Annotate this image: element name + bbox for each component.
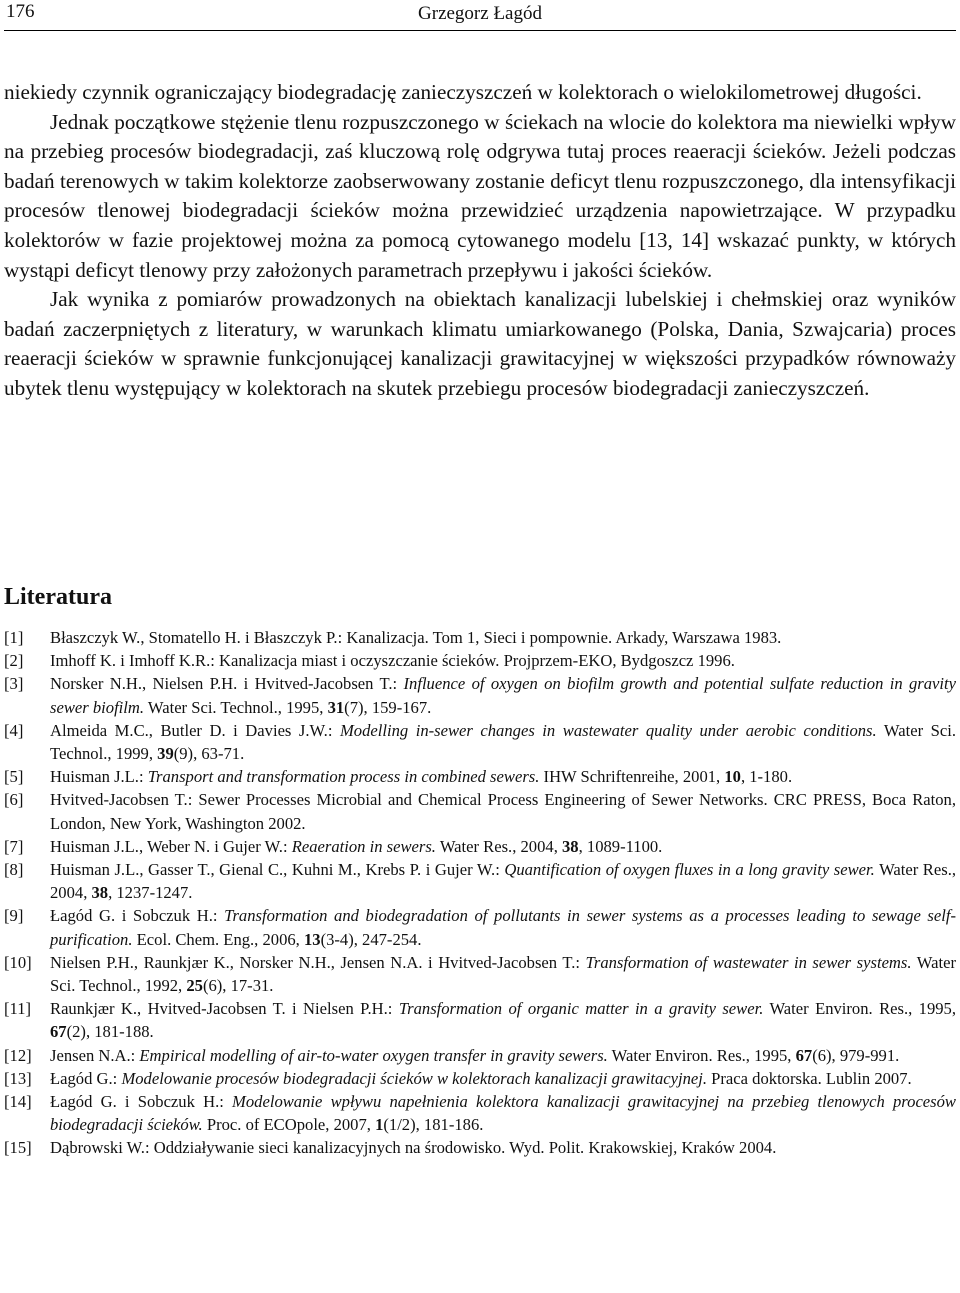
body-paragraph: Jednak początkowe stężenie tlenu rozpuszczonego w ściekach na wlocie do kolektora ma niewielki wpływ na przebieg procesów biodegradacji, zaś kluczową rolę odgrywa tutaj proces reaeracji ścieków. Jeżeli podczas badań terenowych w takim kolektorze zaobserwowany zostanie deficyt tlenu rozpuszczonego, dla intensyfikacji procesów tlenowej biodegradacji ścieków można przewidzieć urządzenia napowietrzające. W przypadku kolektorów w fazie projektowej można za pomocą cytowanego modelu [13, 14] wskazać punkty, w których wystąpi deficyt tlenowy przy założonych parametrach przepływu i jakości ścieków. bbox=[4, 109, 956, 282]
reference-source: Kanalizacja miast i oczyszczanie ścieków. Projprzem-EKO, Bydgoszcz 1996. bbox=[219, 651, 735, 671]
reference-number: [10] bbox=[4, 952, 32, 972]
reference-source: Praca doktorska. Lublin 2007. bbox=[707, 1068, 912, 1088]
reference-volume: 13 bbox=[303, 929, 321, 949]
reference-volume: 39 bbox=[157, 744, 174, 764]
reference-source: Oddziaływanie sieci kanalizacyjnych na środowisko. Wyd. Polit. Krakowskiej, Kraków 2004. bbox=[153, 1138, 777, 1158]
reference-item bbox=[4, 1044, 956, 1067]
reference-number: [2] bbox=[4, 651, 24, 671]
reference-number: [14] bbox=[4, 1092, 32, 1112]
reference-pages: (1/2), 181-186. bbox=[383, 1115, 484, 1135]
reference-title: Transformation and biodegradation of pollutants in sewer systems as a processes leading to sewage self-purification. bbox=[50, 906, 956, 949]
reference-volume: 25 bbox=[186, 976, 203, 996]
reference-source: Water Environ. Res., 1995, bbox=[607, 1045, 796, 1065]
reference-volume: 38 bbox=[91, 883, 109, 903]
reference-source: IHW Schriftenreihe, 2001, bbox=[539, 767, 725, 787]
body-paragraph: niekiedy czynnik ograniczający biodegradację zanieczyszczeń w kolektorach o wielokilometrowej długości. bbox=[4, 80, 922, 104]
reference-source: Kanalizacja. Tom 1, Sieci i pompownie. Arkady, Warszawa 1983. bbox=[346, 628, 782, 647]
reference-title: Modelowanie procesów biodegradacji ścieków w kolektorach kanalizacji grawitacyjnej. bbox=[121, 1068, 708, 1088]
reference-pages: , 1089-1100. bbox=[578, 836, 663, 856]
reference-pages: (9), 63-71. bbox=[173, 744, 245, 764]
reference-number: [5] bbox=[4, 767, 24, 787]
reference-number: [11] bbox=[4, 999, 32, 1019]
reference-volume: 1 bbox=[375, 1115, 384, 1135]
reference-number: [13] bbox=[4, 1068, 32, 1088]
reference-number: [3] bbox=[4, 674, 24, 694]
reference-authors: Łagód G. i Sobczuk H.: bbox=[50, 1092, 233, 1112]
reference-item bbox=[4, 951, 956, 997]
section-heading-literature: Literatura bbox=[4, 584, 112, 610]
reference-authors: Huisman J.L., Gasser T., Gienal C., Kuhni M., Krebs P. i Gujer W.: bbox=[50, 860, 505, 880]
reference-item bbox=[4, 904, 956, 950]
reference-title: Reaeration in sewers. bbox=[291, 836, 436, 856]
reference-authors: Norsker N.H., Nielsen P.H. i Hvitved-Jacobsen T.: bbox=[50, 674, 404, 694]
reference-source: Water Res., 2004, bbox=[50, 860, 956, 903]
reference-authors: Raunkjær K., Hvitved-Jacobsen T. i Nielsen P.H.: bbox=[50, 999, 399, 1019]
reference-number: [4] bbox=[4, 720, 24, 740]
reference-volume: 10 bbox=[724, 767, 741, 787]
reference-authors: Huisman J.L., Weber N. i Gujer W.: bbox=[50, 836, 292, 856]
reference-source: Ecol. Chem. Eng., 2006, bbox=[132, 929, 304, 949]
reference-authors: Dąbrowski W.: bbox=[50, 1138, 154, 1158]
reference-number: [12] bbox=[4, 1045, 32, 1065]
body-text bbox=[4, 78, 956, 404]
reference-source: Water Res., 2004, bbox=[435, 836, 562, 856]
reference-volume: 31 bbox=[327, 697, 345, 717]
reference-title: Influence of oxygen on biofilm growth and potential sulfate reduction in gravity sewer biofilm. bbox=[50, 674, 956, 717]
reference-title: Modelowanie wpływu napełnienia kolektora kanalizacji grawitacyjnej na przebieg tlenowych procesów biodegradacji ścieków. bbox=[50, 1092, 956, 1135]
reference-authors: Łagód G. i Sobczuk H.: bbox=[50, 906, 225, 926]
reference-source: Water Sci. Technol., 1999, bbox=[50, 720, 956, 764]
reference-pages: (6), 17-31. bbox=[202, 976, 274, 996]
reference-number: [6] bbox=[4, 790, 24, 810]
reference-authors: Huisman J.L.: bbox=[50, 767, 148, 787]
reference-pages: (7), 159-167. bbox=[344, 697, 432, 717]
reference-pages: (3-4), 247-254. bbox=[320, 929, 422, 949]
reference-number: [1] bbox=[4, 628, 24, 647]
reference-source: Water Sci. Technol., 1995, bbox=[144, 697, 328, 717]
reference-title: Transport and transformation process in combined sewers. bbox=[147, 767, 540, 787]
reference-pages: (6), 979-991. bbox=[812, 1045, 900, 1065]
reference-authors: Nielsen P.H., Raunkjær K., Norsker N.H., Jensen N.A. i Hvitved-Jacobsen T.: bbox=[50, 952, 586, 972]
reference-pages: , 1-180. bbox=[740, 767, 793, 787]
reference-item bbox=[4, 997, 956, 1043]
body-paragraph: Jak wynika z pomiarów prowadzonych na obiektach kanalizacji lubelskiej i chełmskiej oraz wyników badań zaczerpniętych z literatury, w warunkach klimatu umiarkowanego (Polska, Dania, Szwajcaria) proces reaeracji ścieków w sprawnie funkcjonującej kanalizacji grawitacyjnej w większości przypadków równoważy ubytek tlenu występujący w kolektorach na skutek przebiegu procesów biodegradacji zanieczyszczeń. bbox=[4, 287, 956, 400]
reference-item bbox=[4, 835, 956, 858]
reference-title: Modelling in-sewer changes in wastewater quality under aerobic conditions. bbox=[339, 720, 877, 740]
reference-item bbox=[4, 1136, 956, 1159]
reference-authors: Almeida M.C., Butler D. i Davies J.W.: bbox=[50, 720, 340, 740]
running-head: Grzegorz Łagód bbox=[418, 3, 542, 24]
reference-title: Transformation of wastewater in sewer systems. bbox=[585, 952, 912, 972]
reference-item bbox=[4, 1067, 956, 1090]
reference-number: [8] bbox=[4, 860, 24, 880]
reference-pages: , 1237-1247. bbox=[108, 883, 193, 903]
reference-number: [15] bbox=[4, 1138, 32, 1158]
reference-source: Sewer Processes Microbial and Chemical Process Engineering of Sewer Networks. CRC PRESS, Boca Raton, London, New York, Washington 2002. bbox=[50, 790, 956, 833]
reference-item bbox=[4, 719, 956, 765]
reference-item bbox=[4, 649, 956, 672]
reference-pages: (2), 181-188. bbox=[66, 1022, 154, 1042]
reference-authors: Imhoff K. i Imhoff K.R.: bbox=[50, 651, 219, 671]
reference-source: Water Sci. Technol., 1992, bbox=[50, 952, 956, 996]
reference-title: Transformation of organic matter in a gravity sewer. bbox=[398, 999, 764, 1019]
page-header bbox=[4, 0, 956, 31]
reference-volume: 38 bbox=[562, 836, 579, 856]
reference-volume: 67 bbox=[50, 1022, 67, 1042]
reference-authors: Łagód G.: bbox=[50, 1068, 122, 1088]
reference-item bbox=[4, 1090, 956, 1136]
reference-number: [9] bbox=[4, 906, 24, 926]
page-number: 176 bbox=[6, 1, 35, 22]
reference-item bbox=[4, 788, 956, 834]
reference-item bbox=[4, 858, 956, 904]
reference-number: [7] bbox=[4, 836, 24, 856]
reference-authors: Hvitved-Jacobsen T.: bbox=[50, 790, 199, 810]
reference-list bbox=[4, 626, 956, 1160]
reference-authors: Jensen N.A.: bbox=[50, 1045, 140, 1065]
reference-volume: 67 bbox=[795, 1045, 813, 1065]
reference-item bbox=[4, 672, 956, 718]
reference-item bbox=[4, 626, 956, 649]
reference-item bbox=[4, 765, 956, 788]
reference-source: Water Environ. Res., 1995, bbox=[763, 999, 956, 1019]
reference-title: Quantification of oxygen fluxes in a long gravity sewer. bbox=[504, 860, 875, 880]
reference-title: Empirical modelling of air-to-water oxygen transfer in gravity sewers. bbox=[139, 1045, 608, 1065]
reference-authors: Błaszczyk W., Stomatello H. i Błaszczyk P.: bbox=[50, 628, 347, 647]
reference-source: Proc. of ECOpole, 2007, bbox=[202, 1115, 376, 1135]
